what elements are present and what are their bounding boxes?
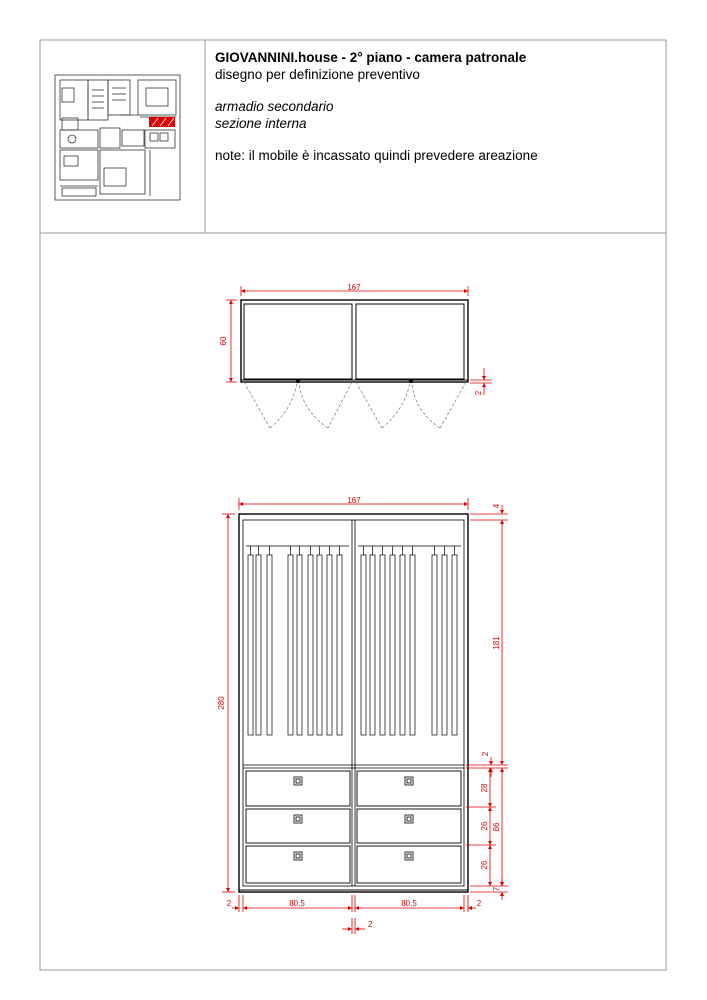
cabinet-outer <box>239 514 468 892</box>
drawing-subtitle: disegno per definizione preventivo <box>215 66 420 82</box>
drawer-right-1 <box>357 771 461 806</box>
drawing-title: GIOVANNINI.house - 2° piano - camera patronale <box>215 50 527 65</box>
plan-width-label: 167 <box>347 283 361 292</box>
elev-hanging-label: 181 <box>492 636 501 650</box>
drawing-note: note: il mobile è incassato quindi prevedere areazione <box>215 148 538 163</box>
elev-bottom-right-gap-label: 2 <box>476 899 482 908</box>
plan-view <box>241 300 468 383</box>
plan-depth-label: 60 <box>219 336 228 346</box>
elevation-dimensions <box>222 498 508 934</box>
elev-top-label: 4 <box>492 503 501 509</box>
plan-left-compartment <box>244 304 352 379</box>
elev-bottom-left-gap-label: 2 <box>226 899 232 908</box>
drawer-handles <box>294 777 413 860</box>
elev-bottom-left-label: 80,5 <box>289 899 305 908</box>
item-name: armadio secondario <box>215 99 334 114</box>
elev-drawer3-label: 26 <box>480 860 489 870</box>
drawers <box>246 771 461 883</box>
key-floor-plan <box>55 75 180 200</box>
drawer-right-3 <box>357 846 461 883</box>
key-plan-highlight-wardrobe <box>149 117 175 127</box>
drawer-left-3 <box>246 846 350 883</box>
cabinet-inner <box>243 520 464 886</box>
drawer-left-1 <box>246 771 350 806</box>
elev-width-label: 167 <box>347 496 361 505</box>
elev-drawer2-label: 26 <box>480 821 489 831</box>
drawer-left-2 <box>246 809 350 843</box>
title-block <box>215 50 685 165</box>
elev-plinth-label: 7 <box>492 886 501 892</box>
elev-drawer-total-label: 86 <box>492 822 501 832</box>
view-name: sezione interna <box>215 115 307 131</box>
plan-gap-label: 2 <box>474 390 483 396</box>
elev-bottom-right-label: 80,5 <box>401 899 417 908</box>
elev-height-label: 280 <box>217 696 226 710</box>
plan-outer <box>241 300 468 382</box>
hanging-garments <box>248 546 457 735</box>
plan-door-swings <box>244 382 466 428</box>
elev-drawer1-label: 28 <box>480 783 489 793</box>
elevation-view <box>239 514 468 892</box>
elev-divider-label: 2 <box>481 751 490 757</box>
elev-center-gap-label: 2 <box>368 920 373 929</box>
sheet-border <box>40 40 666 970</box>
drawer-right-2 <box>357 809 461 843</box>
plan-right-compartment <box>356 304 464 379</box>
